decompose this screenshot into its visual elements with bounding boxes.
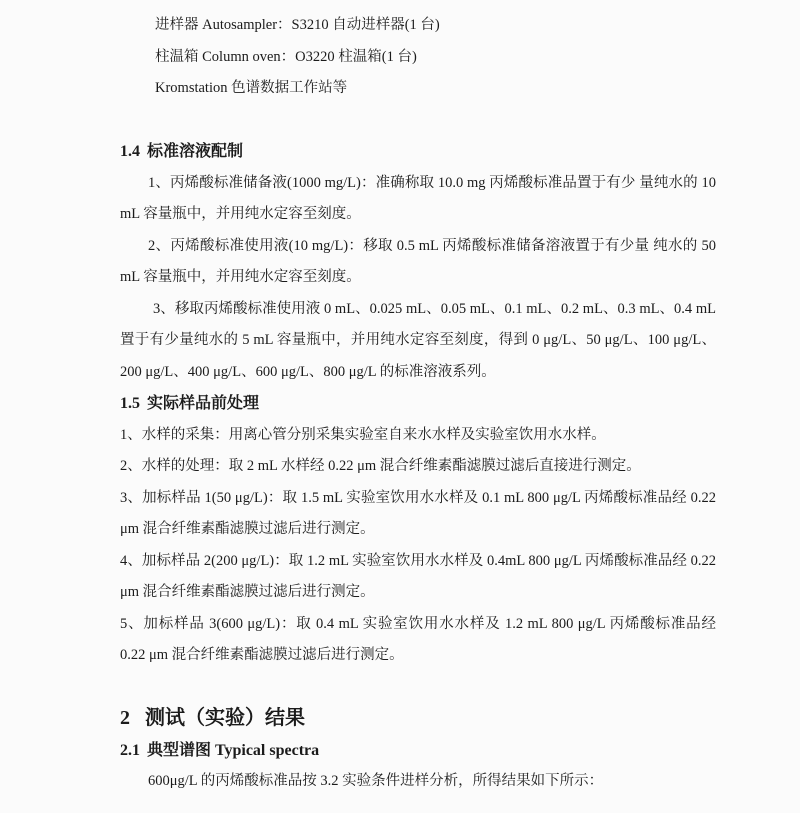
list-item-sample-treatment: 2、水样的处理：取 2 mL 水样经 0.22 μm 混合纤维素酯滤膜过滤后直接进行测定。 <box>120 458 641 474</box>
section-number: 1.4 <box>120 143 140 160</box>
equipment-line-autosampler: 进样器 Autosampler：S3210 自动进样器(1 台) <box>155 17 440 33</box>
section-title: 实际样品前处理 <box>147 395 260 412</box>
list-item-sample-collection: 1、水样的采集：用离心管分别采集实验室自来水水样及实验室饮用水水样。 <box>120 426 606 443</box>
section-title: 测试（实验）结果 <box>145 707 305 729</box>
equipment-line-column-oven: 柱温箱 Column oven：O3220 柱温箱(1 台) <box>155 48 417 65</box>
equipment-list <box>120 10 716 105</box>
equipment-line-workstation: Kromstation 色谱数据工作站等 <box>155 80 348 96</box>
section-number: 2 <box>120 707 130 729</box>
section-heading-1-4 <box>120 136 716 168</box>
paragraph-stock-solution: 1、丙烯酸标准储备液(1000 mg/L)：准确称取 10.0 mg 丙烯酸标准品置于有少 量纯水的 10 mL 容量瓶中，并用纯水定容至刻度。 <box>120 174 716 222</box>
list-item-spiked-sample-2: 4、加标样品 2(200 μg/L)：取 1.2 mL 实验室饮用水水样及 0.4mL 800 μg/L 丙烯酸标准品经 0.22 μm 混合纤维素酯滤膜过滤后进行测定。 <box>120 552 716 600</box>
list-item-spiked-sample-3: 5、加标样品 3(600 μg/L)：取 0.4 mL 实验室饮用水水样及 1.2 mL 800 μg/L 丙烯酸标准品经 0.22 μm 混合纤维素酯滤膜过滤后进行测定。 <box>120 615 716 663</box>
paragraph-standard-series: 3、移取丙烯酸标准使用液 0 mL、0.025 mL、0.05 mL、0.1 mL、0.2 mL、0.3 mL、0.4 mL 置于有少量纯水的 5 mL 容量瓶中，并用纯水定容至刻度，得到 0 μg/L、50 μg/L、100 μg/L、200 μg/L、400 μg/L、600 μg/L、800 μg/L 的标准溶液系列。 <box>120 300 716 380</box>
paragraph-typical-spectra-intro: 600μg/L 的丙烯酸标准品按 3.2 实验条件进样分析，所得结果如下所示： <box>148 773 604 789</box>
section-title: 典型谱图 Typical spectra <box>147 741 320 759</box>
section-number: 2.1 <box>120 741 140 759</box>
paragraph-working-solution: 2、丙烯酸标准使用液(10 mg/L)：移取 0.5 mL 丙烯酸标准储备溶液置于有少量 纯水的 50 mL 容量瓶中，并用纯水定容至刻度。 <box>120 237 716 285</box>
section-title: 标准溶液配制 <box>147 143 244 160</box>
list-item-spiked-sample-1: 3、加标样品 1(50 μg/L)：取 1.5 mL 实验室饮用水水样及 0.1 mL 800 μg/L 丙烯酸标准品经 0.22 μm 混合纤维素酯滤膜过滤后进行测定。 <box>120 489 716 537</box>
section-number: 1.5 <box>120 395 140 412</box>
section-heading-2-1 <box>120 735 716 767</box>
section-heading-1-5 <box>120 388 716 420</box>
section-heading-2 <box>120 703 716 735</box>
